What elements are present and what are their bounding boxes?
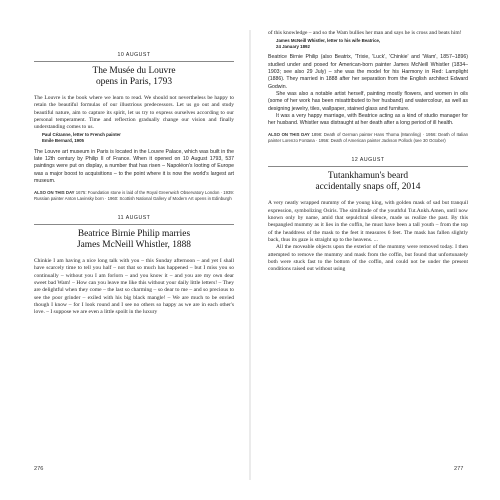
left-page (34, 52, 234, 472)
entry-title (34, 229, 234, 251)
entry-date: 12 AUGUST (351, 157, 385, 164)
attribution-detail: Emile Bernard, 1905 (42, 138, 84, 144)
also-text: 1675: Foundation stone is laid of the Royal Greenwich Observatory London · 1939: Russian painter Anton Lavinsky born · 1960: Scottish National Gallery of Modern Art opens in Edinburgh (34, 190, 235, 201)
entry-quote: The Louvre is the book where we learn to read. We should not nevertheless be happy to retain the beautiful formulas of our illustrious predecessors. Let us go out and study beautiful nature, aim to capture its spirit, let us try to express ourselves according to our personal temperament. Time and reflection gradually change our vision and finally understanding comes to us. (34, 95, 234, 131)
entry-date: 11 AUGUST (117, 215, 151, 222)
page-number-left: 276 (34, 466, 44, 472)
attribution-detail: 24 January 1892 (276, 43, 310, 49)
entry-whistler-continued (268, 30, 468, 143)
entry-title (268, 171, 468, 193)
also-label: ALSO ON THIS DAY (268, 132, 310, 138)
entry-date: 10 AUGUST (117, 52, 151, 58)
entry-tutankhamun (268, 157, 468, 273)
also-text: 1898: Death of German painter Hans Thoma (Mannling) · 1956: Death of Italian painter Lorenzo Fontana · 1956: Death of American painter Jackson Pollock (see 30 October) (268, 132, 468, 143)
title-line-2: opens in Paris, 1793 (95, 77, 173, 87)
entry-body: The Louvre art museum in Paris is located in the Louvre Palace, which was built in the late 12th century by Philip II of France. When it opened on 10 August 1793, 537 paintings were put on display, a number that has risen – Napoléon's looting of Europe was a major boost to acquisitions – to the point where it is now the world's largest art museum. (34, 148, 234, 184)
title-line-2: accidentally snaps off, 2014 (315, 182, 421, 193)
attribution-name: James McNeill Whistler, letter to his wife Beatrice, (276, 38, 381, 44)
attribution-name: Paul Cézanne, letter to French painter (42, 132, 121, 138)
date-rule (268, 166, 468, 167)
title-line-1: Tutankhamun's beard (327, 171, 409, 182)
entry-body: Chinkie I am having a nice long talk with you – this Sunday afternoon – and yet I shall have scarcely time to tell you half – not that so much has happened – but I miss you so continually – without you I am forlorn – and you know it – and you are my own dear sweet bad Wam! – How can you leave me like this without your daily little letters! – They are delightful when they come – the last so charming – so dear to me – and so precious to see the poor grinder – exiled with his big black mangle! – We are much to be envied though I know – for I look round and I see no others so happy as we are in each other's love. – I suppose we are even a little spoilt in the luxury (34, 258, 234, 316)
entry-title (34, 66, 234, 88)
date-rule (34, 61, 234, 62)
page-number-right: 277 (454, 466, 464, 472)
entry-body-continued: of this knowledge – and so the Wam bullies her man and says he is cross and beats him! (268, 30, 462, 36)
title-line-1: The Musée du Louvre (92, 66, 176, 76)
entry-whistler (34, 215, 234, 316)
entry-louvre (34, 52, 234, 201)
entry-bio: Beatrice Birnie Philip (also Beatrix, 'Trixie, 'Luck', 'Chinkie' and 'Wam', 1857–1896) studied under and posed for American-born painter James McNeill Whistler (1834–1903; see also 29 July) – she was the model for his Harmony in Red: Lamplight (1886). They married in 1888 after her separation from the English architect Edward Godwin. (268, 54, 468, 90)
entry-bio-2: She was also a notable artist herself, painting mostly flowers, and women in oils (some of her work has been misattributed to her husband) and watercolour, as well as designing jewelry, tiles, wallpaper, stained glass and furniture. (268, 90, 468, 112)
entry-body: A very neatly wrapped mummy of the young king, with golden mask of sad but tranquil expression, symbolizing Osiris. The similitude of the youthful Tut.Ankh.Amen, until now known only by name, amid that sepulchral silence, made us realize the past. By this bespangled mummy as it lies in the coffin, he must have been a tall youth – from the top of the headdress of the mask to the feet it measures 6 feet. The mask has fallen slightly back, thus its gaze is straight up to the heavens. ... (268, 200, 468, 243)
title-line-2: James McNeill Whistler, 1888 (76, 240, 191, 251)
title-line-1: Beatrice Birnie Philip marries (77, 229, 191, 240)
entry-body-2: All the moveable objects upon the exterior of the mummy were removed today. I then attempted to remove the mummy and mask from the coffin, but found that unfortunately both were stuck fast to the bottom of the coffin, and could not be under the present conditions raised out without using (268, 244, 468, 273)
entry-bio-3: It was a very happy marriage, with Beatrice acting as a kind of studio manager for her husband. Whistler was distraught at her death after a long period of ill health. (268, 112, 468, 127)
quote-attribution (276, 38, 468, 49)
page-gutter (249, 30, 251, 480)
date-rule (34, 224, 234, 225)
right-page (268, 30, 468, 450)
also-on-this-day (34, 190, 234, 201)
quote-attribution (42, 132, 234, 143)
also-label: ALSO ON THIS DAY (34, 190, 75, 196)
also-on-this-day (268, 132, 468, 143)
